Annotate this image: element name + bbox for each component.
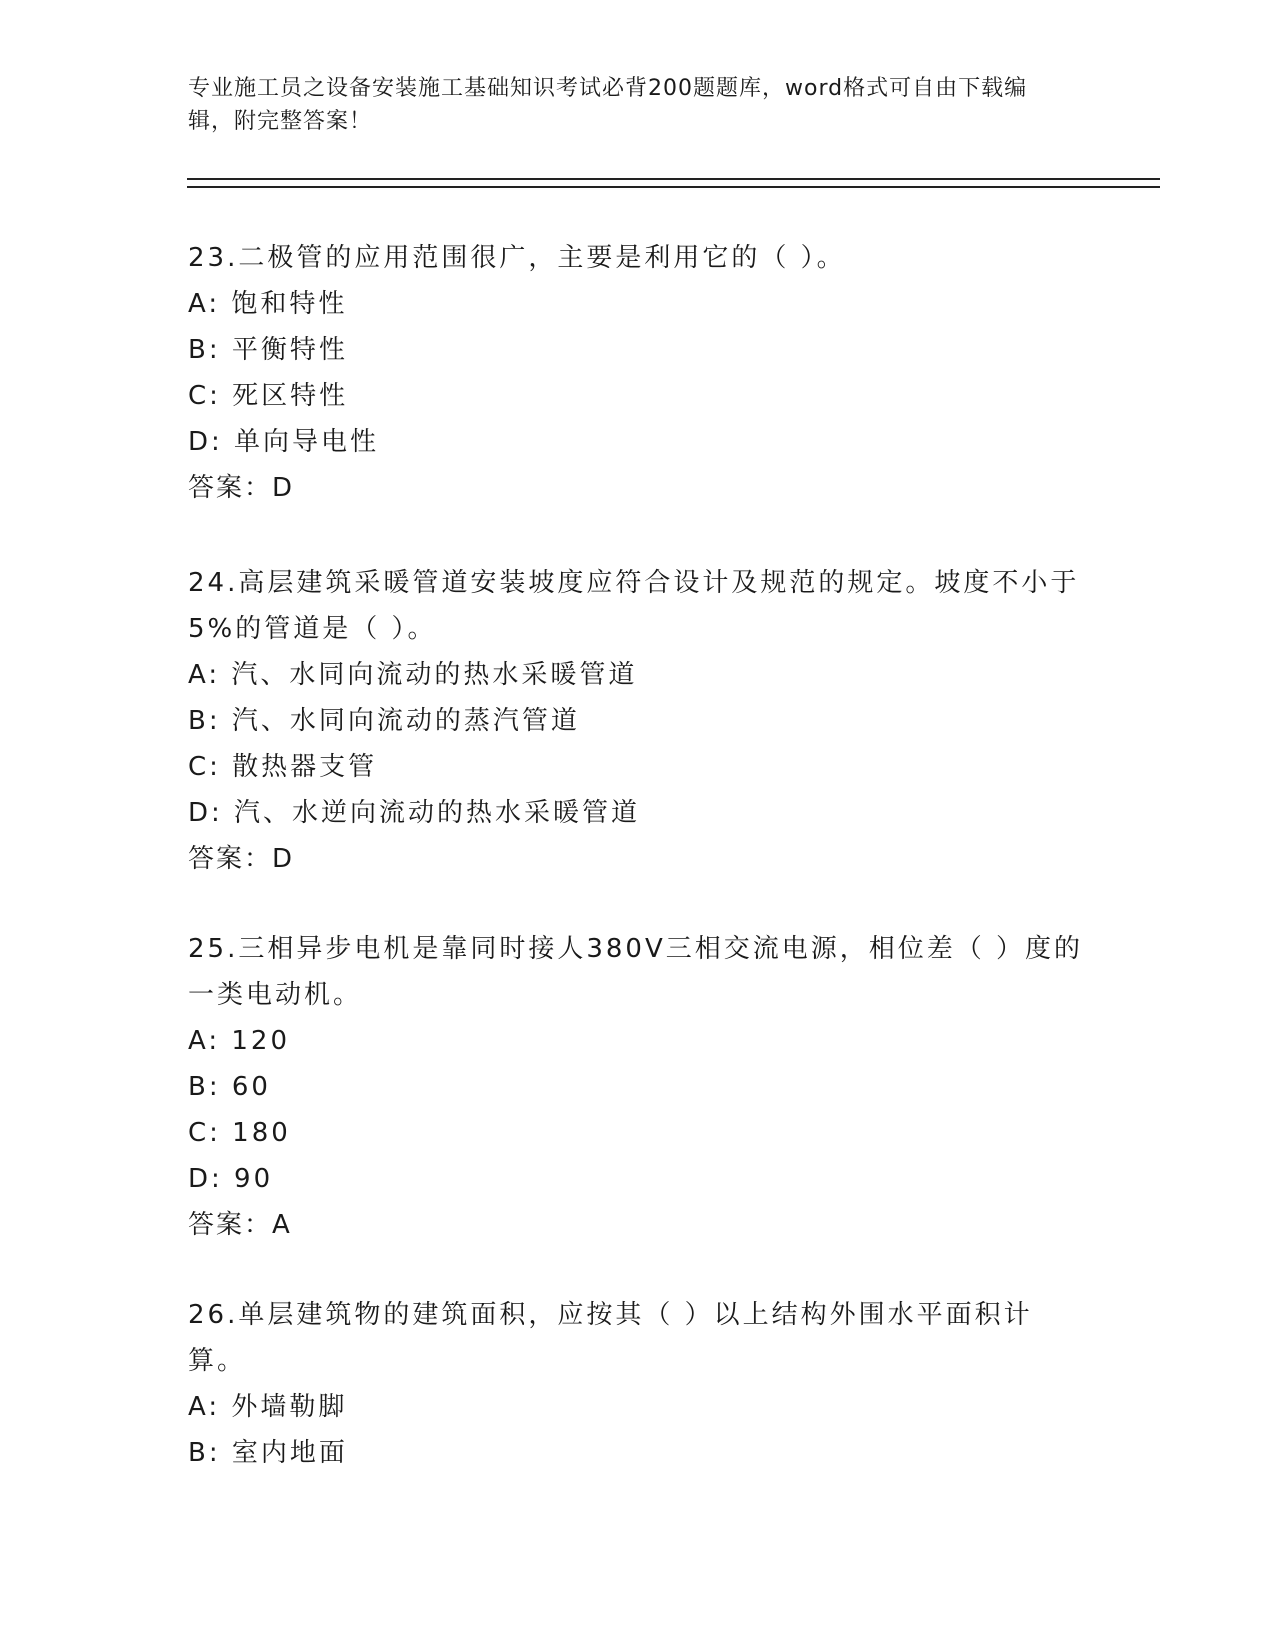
option-b: B: 平衡特性 <box>188 335 348 365</box>
document-header <box>188 72 1068 138</box>
header-double-rule <box>187 178 1160 188</box>
option-a: A: 饱和特性 <box>188 289 348 319</box>
option-a: A: 外墙勒脚 <box>188 1392 348 1422</box>
question-stem: 23.二极管的应用范围很广，主要是利用它的（ ）。 <box>188 243 846 273</box>
question-stem: 26.单层建筑物的建筑面积，应按其（ ）以上结构外围水平面积计算。 <box>188 1300 1033 1376</box>
option-b: B: 60 <box>188 1072 271 1102</box>
answer: 答案：D <box>188 473 295 503</box>
option-d: D: 90 <box>188 1164 274 1194</box>
question-stem: 25.三相异步电机是靠同时接人380V三相交流电源，相位差（ ）度的一类电动机。 <box>188 934 1084 1010</box>
option-b: B: 室内地面 <box>188 1438 348 1468</box>
option-a: A: 120 <box>188 1026 290 1056</box>
option-b: B: 汽、水同向流动的蒸汽管道 <box>188 706 580 736</box>
question-23 <box>188 235 1088 511</box>
question-stem: 24.高层建筑采暖管道安装坡度应符合设计及规范的规定。坡度不小于5%的管道是（ ）。 <box>188 568 1080 644</box>
document-title: 专业施工员之设备安装施工基础知识考试必背200题题库，word格式可自由下载编辑，附完整答案！ <box>188 76 1028 134</box>
option-d: D: 汽、水逆向流动的热水采暖管道 <box>188 798 641 828</box>
option-c: C: 死区特性 <box>188 381 349 411</box>
question-24 <box>188 560 1088 882</box>
answer: 答案：A <box>188 1210 292 1240</box>
question-25 <box>188 926 1088 1248</box>
option-d: D: 单向导电性 <box>188 427 380 457</box>
option-c: C: 散热器支管 <box>188 752 378 782</box>
option-a: A: 汽、水同向流动的热水采暖管道 <box>188 660 638 690</box>
option-c: C: 180 <box>188 1118 291 1148</box>
question-26 <box>188 1292 1088 1476</box>
answer: 答案：D <box>188 844 295 874</box>
